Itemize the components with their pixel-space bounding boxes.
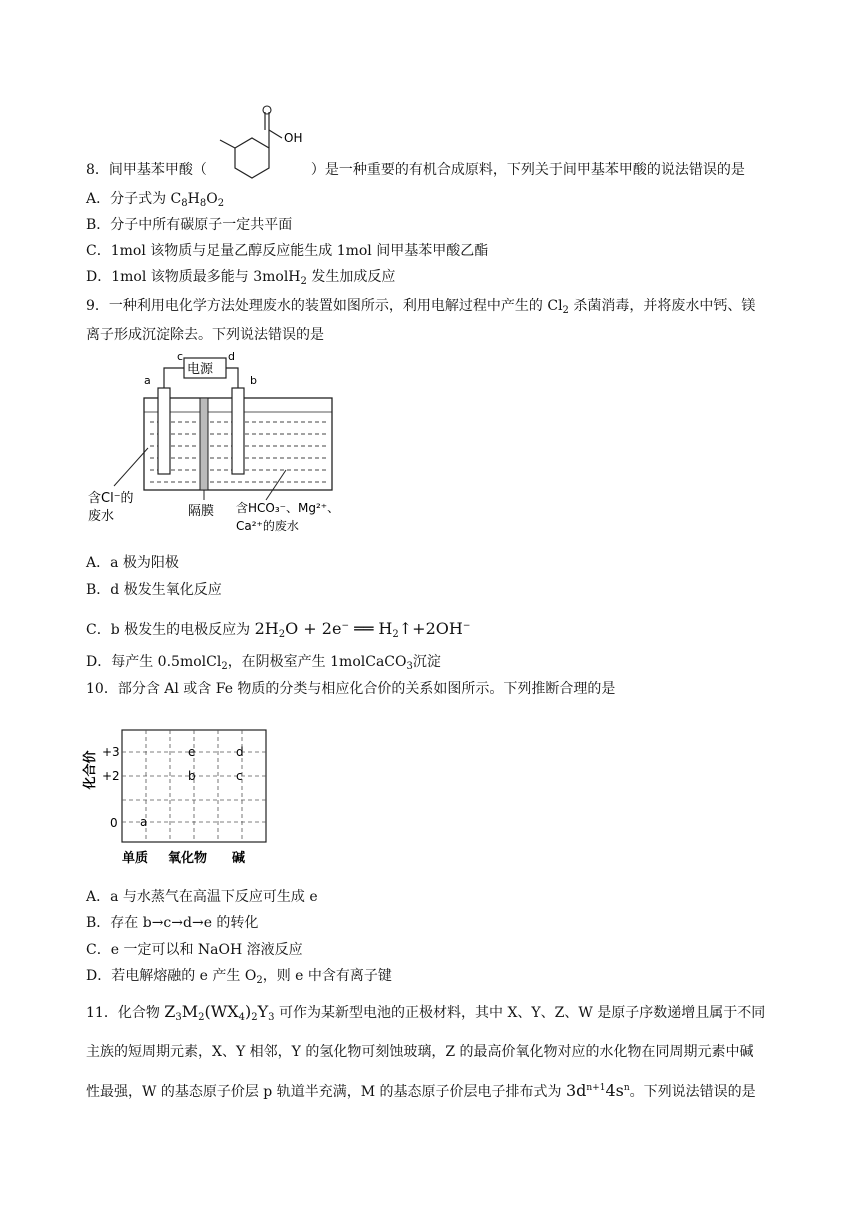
q8-option-c: C．1mol 该物质与足量乙醇反应能生成 1mol 间甲基苯甲酸乙酯	[86, 243, 489, 259]
point-b: b	[188, 769, 196, 783]
svg-text:b: b	[250, 374, 257, 387]
right-wastewater-label-2: Ca²⁺的废水	[236, 519, 299, 533]
q8-option-b: B．分子中所有碳原子一定共平面	[86, 217, 293, 233]
q10-option-a: A．a 与水蒸气在高温下反应可生成 e	[86, 889, 318, 905]
q10-valence-figure	[76, 720, 276, 870]
q10-option-c: C．e 一定可以和 NaOH 溶液反应	[86, 942, 303, 958]
left-wastewater-label: 含Cl⁻的	[88, 491, 134, 506]
left-wastewater-label-2: 废水	[88, 509, 115, 524]
ytick-plus2: +2	[102, 769, 120, 783]
point-e: e	[188, 745, 196, 759]
xtick-oxide: 氧化物	[168, 851, 208, 866]
q9-stem-line2: 离子形成沉淀除去。下列说法错误的是	[86, 327, 324, 343]
q11-stem-line1: 11．化合物 $Z_3M_2(WX_4)_2Y_3$ 可作为某新型电池的正极材料，其中 X、Y、Z、W 是原子序数递增且属于不同	[86, 1002, 766, 1023]
q9-option-b: B．d 极发生氧化反应	[86, 582, 222, 598]
electrode-b	[232, 388, 244, 474]
point-a: a	[140, 815, 148, 829]
right-wastewater-label: 含HCO₃⁻、Mg²⁺、	[236, 501, 340, 515]
q11-stem-line3: 性最强，W 的基态原子价层 p 轨道半充满，M 的基态原子价层电子排布式为 $3d^{n+1}4s^n$。下列说法错误的是	[86, 1081, 756, 1100]
ytick-zero: 0	[110, 816, 118, 830]
q8-option-a: A．分子式为 $C_8H_8O_2$	[86, 191, 225, 209]
membrane	[200, 398, 208, 490]
ytick-plus3: +3	[102, 745, 120, 759]
q8-stem-prefix: 8．间甲基苯甲酸（	[86, 162, 207, 178]
q10-ylabel: 化合价	[83, 750, 98, 790]
q8-option-d: D．1mol 该物质最多能与 3molH$_2$ 发生加成反应	[86, 269, 396, 287]
q9-stem-line1: 9．一种利用电化学方法处理废水的装置如图所示，利用电解过程中产生的 $Cl_2$ 杀菌消毒，并将废水中钙、镁	[86, 298, 756, 316]
q9-option-c: C．b 极发生的电极反应为 $2H_2O + 2e^-$ ══ $H_2↑+2OH^-$	[86, 619, 471, 640]
q9-option-d: D．每产生 0.5molCl$_2$，在阴极室产生 1molCaCO$_3$沉淀	[86, 654, 441, 672]
q11-stem-line2: 主族的短周期元素，X、Y 相邻，Y 的氢化物可刻蚀玻璃，Z 的最高价氧化物对应的水化物在同周期元素中碱	[86, 1044, 754, 1060]
electrode-a	[158, 388, 170, 474]
q10-stem: 10．部分含 Al 或含 Fe 物质的分类与相应化合价的关系如图所示。下列推断合理的是	[86, 681, 616, 697]
q9-electrolysis-figure	[86, 350, 346, 540]
q10-option-b: B．存在 b→c→d→e 的转化	[86, 915, 259, 931]
q8-struct-oh-label: OH	[284, 131, 303, 145]
q9-option-a: A．a 极为阳极	[86, 555, 179, 571]
svg-text:电源: 电源	[187, 362, 214, 377]
q8-stem	[86, 160, 745, 180]
point-c: c	[236, 769, 243, 783]
q8-stem-suffix: ）是一种重要的有机合成原料，下列关于间甲基苯甲酸的说法错误的是	[310, 162, 745, 178]
point-d: d	[236, 745, 244, 759]
svg-text:c: c	[177, 350, 184, 363]
membrane-label: 隔膜	[188, 504, 215, 519]
xtick-base: 碱	[232, 851, 246, 866]
q10-option-d: D．若电解熔融的 e 产生 $O_2$，则 e 中含有离子键	[86, 968, 392, 986]
svg-text:a: a	[144, 374, 151, 387]
xtick-element: 单质	[122, 851, 149, 866]
svg-text:d: d	[228, 350, 235, 363]
